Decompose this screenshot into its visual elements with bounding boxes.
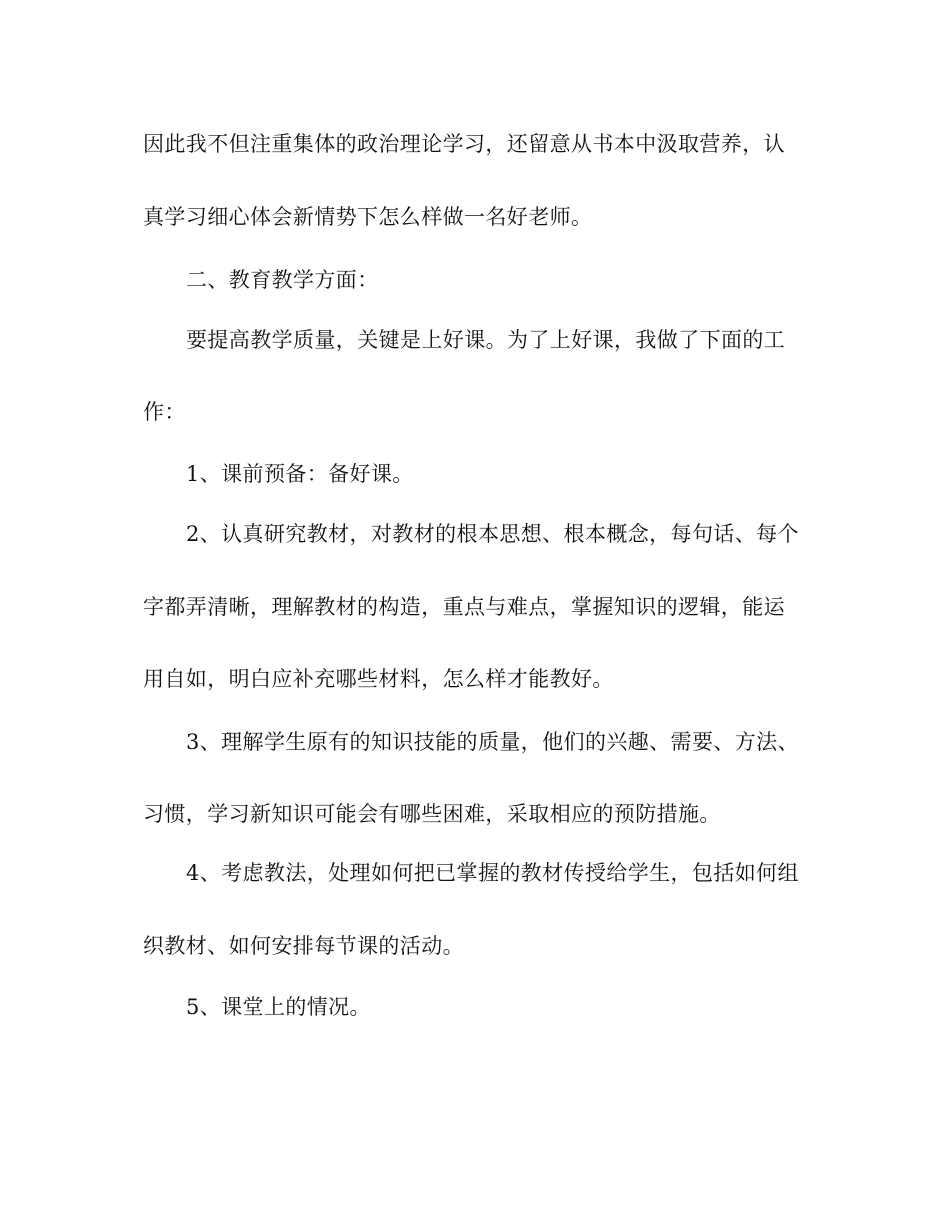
- text-line: 习惯，学习新知识可能会有哪些困难，采取相应的预防措施。: [143, 802, 721, 826]
- text-line: 织教材、如何安排每节课的活动。: [143, 934, 464, 958]
- text-line: 作：: [143, 400, 186, 424]
- text-line: 因此我不但注重集体的政治理论学习，还留意从书本中汲取营养，认: [143, 132, 785, 156]
- list-item: 1、课前预备：备好课。: [186, 462, 414, 486]
- text-line: 真学习细心体会新情势下怎么样做一名好老师。: [143, 205, 593, 229]
- list-item: 2、认真研究教材，对教材的根本思想、根本概念，每句话、每个: [186, 522, 799, 546]
- list-item: 5、课堂上的情况。: [186, 995, 371, 1019]
- text-line: 要提高教学质量，关键是上好课。为了上好课，我做了下面的工: [186, 328, 786, 352]
- section-heading: 二、教育教学方面：: [186, 268, 379, 292]
- text-line: 用自如，明白应补充哪些材料，怎么样才能教好。: [143, 667, 614, 691]
- text-line: 字都弄清晰，理解教材的构造，重点与难点，掌握知识的逻辑，能运: [143, 595, 785, 619]
- list-item: 3、理解学生原有的知识技能的质量，他们的兴趣、需要、方法、: [186, 730, 799, 754]
- list-item: 4、考虑教法，处理如何把已掌握的教材传授给学生，包括如何组: [186, 861, 799, 885]
